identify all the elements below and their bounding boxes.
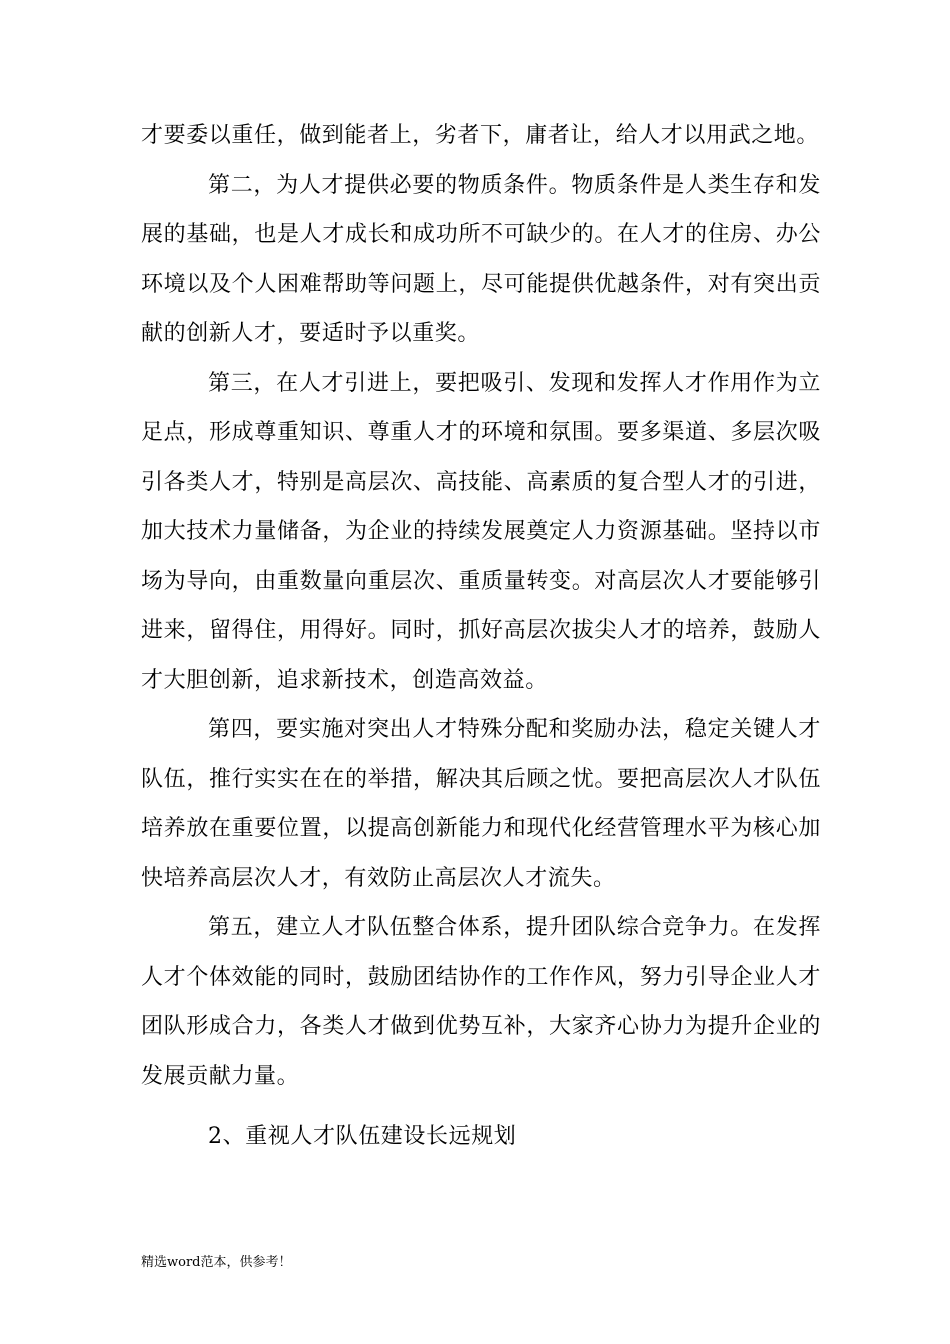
page-footer: 精选word范本，供参考！: [141, 1255, 292, 1270]
paragraph-fifth: 第五，建立人才队伍整合体系，提升团队综合竞争力。在发挥人才个体效能的同时，鼓励团结协作的工作作风，努力引导企业人才团队形成合力，各类人才做到优势互补，大家齐心协力为提升企业的发展贡献力量。: [141, 915, 821, 1089]
section-heading: 2、重视人才队伍建设长远规划: [208, 1124, 517, 1149]
paragraph-fourth: 第四，要实施对突出人才特殊分配和奖励办法，稳定关键人才队伍，推行实实在在的举措，解决其后顾之忧。要把高层次人才队伍培养放在重要位置，以提高创新能力和现代化经营管理水平为核心加快培养高层次人才，有效防止高层次人才流失。: [141, 717, 821, 891]
paragraph-third: 第三，在人才引进上，要把吸引、发现和发挥人才作用作为立足点，形成尊重知识、尊重人才的环境和氛围。要多渠道、多层次吸引各类人才，特别是高层次、高技能、高素质的复合型人才的引进，加大技术力量储备，为企业的持续发展奠定人力资源基础。坚持以市场为导向，由重数量向重层次、重质量转变。对高层次人才要能够引进来，留得住，用得好。同时，抓好高层次拔尖人才的培养，鼓励人才大胆创新，追求新技术，创造高效益。: [141, 370, 821, 693]
paragraph-continuation: 才要委以重任，做到能者上，劣者下，庸者让，给人才以用武之地。: [141, 123, 820, 148]
paragraph-second: 第二，为人才提供必要的物质条件。物质条件是人类生存和发展的基础，也是人才成长和成功所不可缺少的。在人才的住房、办公环境以及个人困难帮助等问题上，尽可能提供优越条件，对有突出贡献的创新人才，要适时予以重奖。: [141, 172, 821, 346]
document-body: [141, 111, 821, 1101]
